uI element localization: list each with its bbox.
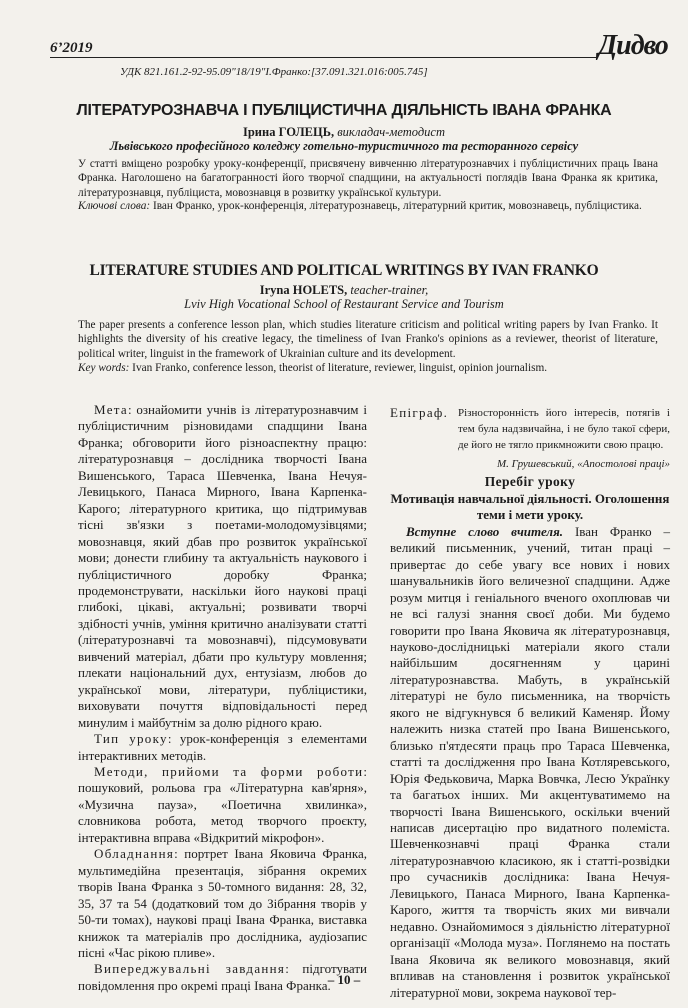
journal-logo: Дидво [598, 30, 668, 61]
author-line-en [0, 283, 688, 298]
teacher-intro-lead: Вступне слово вчителя. [406, 523, 564, 539]
type-text: : урок-конференція з елементами інтерактивних методів. [78, 731, 367, 763]
type-paragraph [78, 731, 367, 764]
goal-paragraph [78, 402, 367, 731]
advance-label: Випереджувальні завдання [94, 961, 286, 977]
advance-text: : підготувати повідомлення про окремі праці Івана Франка. [78, 961, 367, 993]
affiliation-ua: Львівського професійного коледжу готельно-туристичного та ресторанного сервісу [109, 139, 579, 153]
keywords-en [78, 362, 678, 374]
equipment-paragraph [78, 846, 367, 961]
keywords-label-ua: Ключові слова: [78, 200, 151, 212]
article-title-en: LITERATURE STUDIES AND POLITICAL WRITINGS BY IVAN FRANKO [89, 262, 599, 279]
author-role-ua: викладач-методист [337, 125, 446, 139]
author-name-en: Iryna HOLETS, [259, 283, 348, 297]
methods-label: Методи, прийоми та форми роботи [94, 763, 364, 779]
keywords-text-ua: Іван Франко, урок-конференція, літературознавець, літературний критик, мовознавець, публіцистика. [150, 200, 642, 212]
udk-code: УДК 821.161.2-92-95.09"18/19"І.Франко:[37.091.321.016:005.745] [120, 66, 428, 78]
teacher-intro-paragraph [390, 524, 670, 1001]
author-name-ua: Ірина ГОЛЕЦЬ, [242, 125, 335, 139]
author-role-en: teacher-trainer, [350, 283, 429, 297]
keywords-text-en: Ivan Franko, conference lesson, theorist of literature, reviewer, linguist, opinion journalism. [129, 362, 548, 374]
equipment-text: : портрет Івана Яковича Франка, мультимедійна презентація, зібрання окремих творів Івана Франка з 50-томного видання: 28, 32, 35, 37 та 54 (додатковий том до Зібрання творів у 50-ти томах), наукові праці Івана Франка, виставка книжок та матеріалів про дослідника, аудіозапис пісні «Час рікою пливе». [78, 846, 367, 960]
methods-text: : пошуковий, рольова гра «Літературна кав'ярня», «Музична пауза», «Поетична хвилинка», словникова робота, метод творчого проєкту, інтерактивна вправа «Відкритий мікрофон». [78, 763, 367, 845]
article-title-ua: ЛІТЕРАТУРОЗНАВЧА І ПУБЛІЦИСТИЧНА ДІЯЛЬНІСТЬ ІВАНА ФРАНКА [76, 102, 612, 119]
type-label: Тип уроку [94, 731, 168, 747]
keywords-label-en: Key words: [78, 362, 130, 374]
left-column [78, 402, 367, 994]
abstract-en: The paper presents a conference lesson plan, which studies literature criticism and political writing papers by Ivan Franko. It highlights the diversity of his creative legacy, the timeliness of Ivan Franko's opinions as a reviewer, theorist of literature, political writer, linguist in the framework of Ukrainian culture and its development. [78, 319, 658, 360]
lesson-heading: Перебіг уроку [484, 474, 576, 490]
right-column [390, 405, 670, 1001]
header-rule [50, 57, 596, 58]
goal-label: Мета [94, 402, 128, 417]
abstract-ua: У статті вміщено розробку уроку-конференції, присвячену вивченню літературознавчих і публіцистичних праць Івана Франка. Наголошено на багатогранності його творчої спадщини, на актуальності поглядів Івана Франка як критика, літературознавця, публіциста, мовознавця в розвитку української культури. [78, 158, 658, 199]
methods-paragraph [78, 764, 367, 846]
motivation-heading: Мотивація навчальної діяльності. Оголошення теми і мети уроку. [390, 490, 670, 523]
keywords-ua [78, 200, 678, 212]
affiliation-en: Lviv High Vocational School of Restaurant Service and Tourism [184, 297, 504, 311]
epigraph-label: Епіграф. [390, 405, 449, 420]
page-number: – 10 – [327, 972, 361, 987]
epigraph [390, 405, 670, 453]
goal-text: : ознайомити учнів із літературознавчим і публіцистичним різновидами спадщини Івана Франка; обговорити його різноаспектну працю: літературознавця – дослідника творчості Івана Вишенського, Тараса Шевченка, Івана Нечуя-Левицького, Панаса Мирного, Івана Карпенка-Карого; літературного критика, що підтримував тісні зв'язки з поетами-молодомузівцями; мовознавця, який дбав про розвиток української мови; донести глибину та актуальність наукового і публіцистичного доробку Франка; продемонструвати, наскільки його наукові праці глибокі, цікаві, актуальні; розвивати творчі здібності учнів, уміння критично аналізувати статті (літературознавчі та мовознавчі), підсумовувати вивчений матеріал, дбати про культуру мовлення; плекати національний дух, ентузіазм, любов до української мови, літератури, публіцистики, виховувати почуття відповідальності перед минулим і майбутнім за долю рідного краю. [78, 402, 367, 730]
author-line-ua [0, 125, 688, 140]
epigraph-text: Різносторонність його інтересів, потягів і тем була надзвичайна, і не було такої сфери, де його не тягло прикмножити свою працю. [458, 407, 670, 451]
teacher-intro-text: Іван Франко – великий письменник, учений, титан праці – привертає до себе увагу все нових і нових шанувальників його величезної спадщини. Адже розум митця і геніального вченого охоплював чи не всі галузі знання своєї доби. Ми будемо говорити про Івана Яковича як літературознавця, науково-дослідницькі матеріали якого стали найбільшим досягненням у царині літературознавства. Мабуть, в українській літературі не було письменника, на творчість якого не відгукнувся б великий Каменяр. Йому належить низка статей про Івана Вишенського, близько п'ятдесяти праць про Тараса Шевченка, статті та дослідження про Івана Котляревського, Юрія Федьковича, Марка Вовчка, Лесю Українку та багатьох інших. Ми акцентуватимемо на творчості Івана Вишенського, оскільки вчений написав дисертацію про видатного полеміста. Шевченкознавчі праці Франка стали літературознавчою класикою, як і статті-розвідки про сучасників дослідника: Івана Нечуя-Левицького, Панаса Мирного, Івана Карпенка-Карого, життя та творчість яких ми вивчали недавно. Ознайомимося з діяльністю літературної організації «Молода муза». Поглянемо на постать Івана Яковича як великого мовознавця, який впливав на становлення і розвиток української літературної мови, зокрема наукової тер- [390, 523, 670, 1000]
issue-number: 6’2019 [50, 40, 93, 56]
equipment-label: Обладнання [94, 846, 175, 862]
epigraph-source: М. Грушевський, «Апостолові праці» [496, 458, 670, 470]
